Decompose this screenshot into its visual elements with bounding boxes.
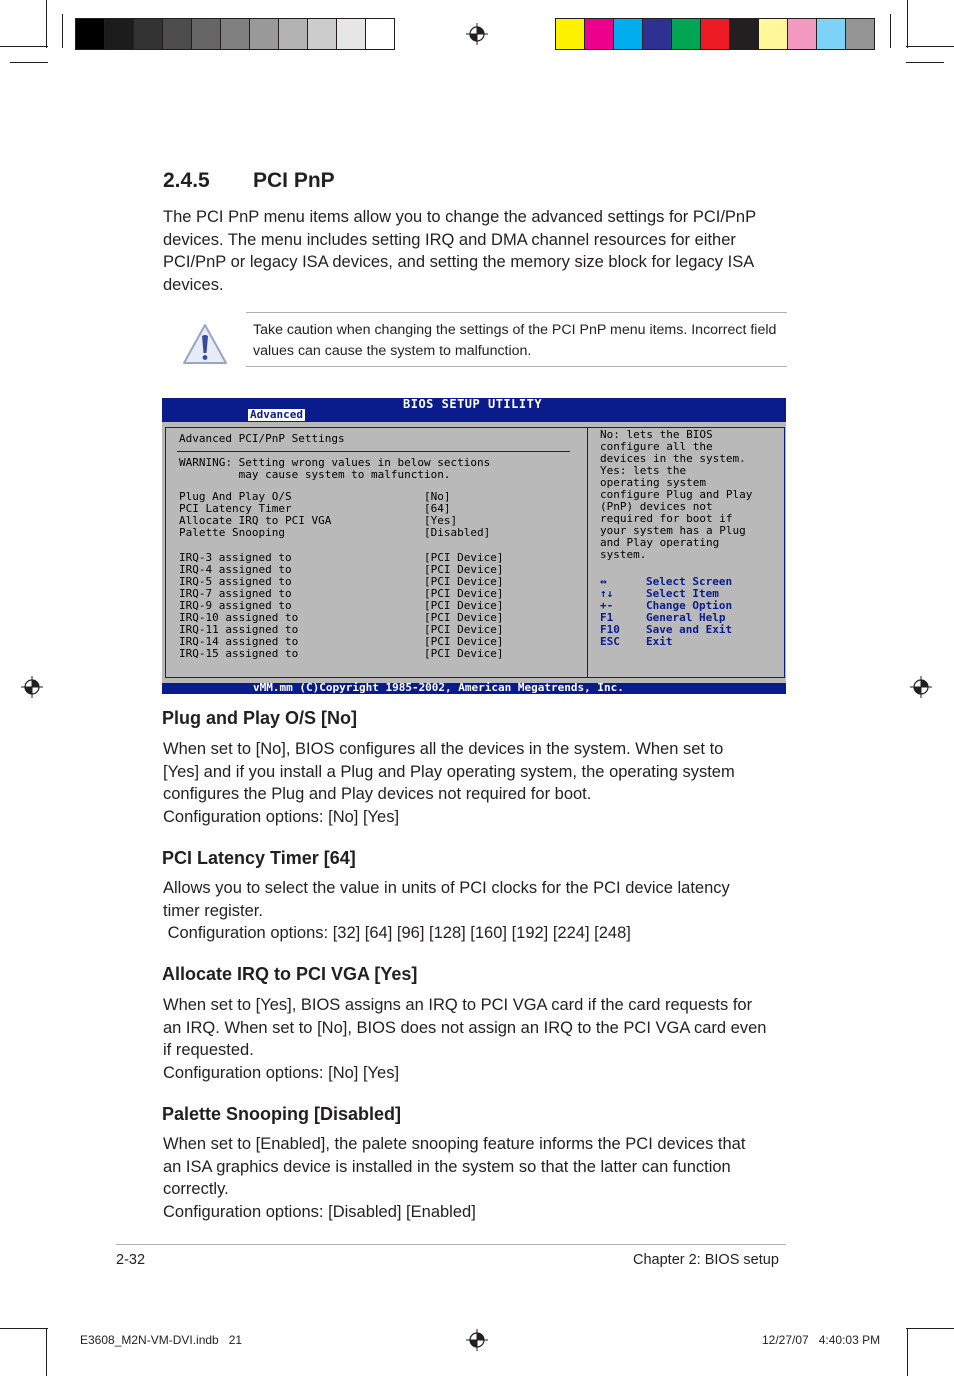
crop-mark: [906, 62, 944, 63]
bios-help-line: system.: [600, 548, 647, 561]
caution-icon: [182, 322, 228, 366]
crop-mark: [907, 1328, 908, 1376]
color-swatch: [817, 19, 846, 49]
bios-warning-line: WARNING: Setting wrong values in below sections: [179, 456, 491, 469]
color-swatch: [76, 19, 105, 49]
item-heading: Palette Snooping [Disabled]: [162, 1104, 402, 1124]
item-line: an IRQ. When set to [No], BIOS does not assign an IRQ to the PCI VGA card even: [163, 1019, 767, 1037]
bios-title: BIOS SETUP UTILITY: [403, 397, 543, 411]
bios-separator: [177, 451, 570, 452]
item-line: When set to [Yes], BIOS assigns an IRQ to PCI VGA card if the card requests for: [163, 996, 753, 1014]
bios-setting-value[interactable]: [Disabled]: [424, 526, 491, 539]
bios-irq-value[interactable]: [PCI Device]: [424, 575, 504, 588]
page-number: 2-32: [116, 1252, 146, 1268]
color-swatch: [279, 19, 308, 49]
bios-key: F10: [600, 623, 620, 636]
bios-irq-value[interactable]: [PCI Device]: [424, 563, 504, 576]
bios-key-action: General Help: [646, 611, 726, 624]
note-bottom-rule: [246, 366, 787, 367]
bios-key-action: Select Item: [646, 587, 719, 600]
color-swatch: [308, 19, 337, 49]
crop-mark: [906, 46, 954, 47]
item-line: an ISA graphics device is installed in the system so that the latter can function: [163, 1158, 731, 1176]
grayscale-color-bar: [75, 18, 395, 50]
bios-help-line: and Play operating: [600, 536, 720, 549]
bios-key-action: Select Screen: [646, 575, 733, 588]
registration-mark-icon: [21, 676, 43, 698]
color-swatch: [759, 19, 788, 49]
crop-mark: [0, 46, 48, 47]
bios-help-line: operating system: [600, 476, 706, 489]
bios-irq-value[interactable]: [PCI Device]: [424, 599, 504, 612]
bios-key: +-: [600, 599, 614, 612]
registration-mark-icon: [466, 23, 488, 45]
bios-help-line: Yes: lets the: [600, 464, 687, 477]
section-number: 2.4.5: [163, 169, 210, 192]
crop-mark: [890, 14, 891, 48]
bios-key-action: Save and Exit: [646, 623, 733, 636]
color-swatch: [788, 19, 817, 49]
bios-irq-label[interactable]: IRQ-5 assigned to: [179, 575, 292, 588]
color-swatch: [730, 19, 759, 49]
color-swatch: [250, 19, 279, 49]
note-top-rule: [246, 312, 787, 313]
chapter-label: Chapter 2: BIOS setup: [633, 1252, 779, 1268]
item-line: Configuration options: [32] [64] [96] [128] [160] [192] [224] [248]: [163, 924, 631, 942]
bios-key-action: Exit: [646, 635, 673, 648]
bios-key: ESC: [600, 635, 620, 648]
color-swatch: [585, 19, 614, 49]
bios-irq-value[interactable]: [PCI Device]: [424, 551, 504, 564]
bios-irq-label[interactable]: IRQ-9 assigned to: [179, 599, 292, 612]
color-swatch: [221, 19, 250, 49]
item-heading: PCI Latency Timer [64]: [162, 848, 356, 868]
color-swatch: [192, 19, 221, 49]
registration-mark-icon: [910, 676, 932, 698]
bios-irq-value[interactable]: [PCI Device]: [424, 647, 504, 660]
item-line: [Yes] and if you install a Plug and Play operating system, the operating system: [163, 763, 735, 781]
color-swatch: [701, 19, 730, 49]
intro-paragraph: The PCI PnP menu items allow you to change the advanced settings for PCI/PnP devices. The menu includes setting IRQ and DMA channel resources for either PCI/PnP or legacy ISA devices, and setting the memory size block for legacy ISA devices.: [163, 208, 756, 294]
bios-irq-value[interactable]: [PCI Device]: [424, 623, 504, 636]
bios-help-line: configure Plug and Play: [600, 488, 753, 501]
item-heading: Allocate IRQ to PCI VGA [Yes]: [162, 964, 418, 984]
bios-tab-advanced[interactable]: Advanced: [250, 408, 303, 421]
bios-irq-label[interactable]: IRQ-14 assigned to: [179, 635, 299, 648]
bios-key: ↑↓: [600, 587, 614, 600]
item-line: Allows you to select the value in units of PCI clocks for the PCI device latency: [163, 879, 730, 897]
bios-footer-bar: [162, 683, 786, 694]
item-line: Configuration options: [No] [Yes]: [163, 1064, 400, 1082]
bios-setting-value[interactable]: [Yes]: [424, 514, 458, 527]
item-line: Configuration options: [Disabled] [Enabled]: [163, 1203, 476, 1221]
bios-divider: [587, 427, 588, 678]
bios-setting-value[interactable]: [No]: [424, 490, 451, 503]
bios-setting-label[interactable]: Plug And Play O/S: [179, 490, 292, 503]
slug-file: E3608_M2N-VM-DVI.indb 21: [80, 1333, 243, 1347]
bios-irq-label[interactable]: IRQ-7 assigned to: [179, 587, 292, 600]
bios-copyright: vMM.mm (C)Copyright 1985-2002, American Megatrends, Inc.: [253, 681, 624, 694]
caution-text: Take caution when changing the settings of the PCI PnP menu items. Incorrect field values can cause the system to malfunction.: [253, 322, 777, 359]
crop-mark: [46, 1328, 47, 1376]
item-line: timer register.: [163, 902, 263, 920]
bios-setting-label[interactable]: Allocate IRQ to PCI VGA: [179, 514, 332, 527]
bios-screenshot: [162, 398, 786, 694]
process-color-bar: [555, 18, 875, 50]
footer-rule: [116, 1244, 786, 1245]
color-swatch: [556, 19, 585, 49]
color-swatch: [643, 19, 672, 49]
bios-key-action: Change Option: [646, 599, 733, 612]
bios-irq-label[interactable]: IRQ-11 assigned to: [179, 623, 299, 636]
crop-mark: [0, 1328, 48, 1329]
crop-mark: [10, 62, 48, 63]
color-swatch: [134, 19, 163, 49]
bios-irq-label[interactable]: IRQ-15 assigned to: [179, 647, 299, 660]
item-line: configures the Plug and Play devices not required for boot.: [163, 785, 592, 803]
color-swatch: [366, 19, 394, 49]
color-swatch: [163, 19, 192, 49]
bios-help-line: your system has a Plug: [600, 524, 746, 537]
color-swatch: [672, 19, 701, 49]
item-heading: Plug and Play O/S [No]: [162, 708, 358, 728]
bios-help-line: No: lets the BIOS: [600, 428, 713, 441]
crop-mark: [46, 0, 47, 48]
registration-mark-icon: [466, 1329, 488, 1351]
bios-key: ↔: [600, 575, 607, 588]
bios-heading: Advanced PCI/PnP Settings: [179, 432, 345, 445]
color-swatch: [105, 19, 134, 49]
bios-help-line: required for boot if: [600, 512, 733, 525]
bios-irq-label[interactable]: IRQ-3 assigned to: [179, 551, 292, 564]
item-line: When set to [No], BIOS configures all the devices in the system. When set to: [163, 740, 724, 758]
bios-irq-label[interactable]: IRQ-10 assigned to: [179, 611, 299, 624]
bios-irq-value[interactable]: [PCI Device]: [424, 635, 504, 648]
bios-irq-value[interactable]: [PCI Device]: [424, 587, 504, 600]
item-line: if requested.: [163, 1041, 254, 1059]
bios-help-line: devices in the system.: [600, 452, 746, 465]
color-swatch: [614, 19, 643, 49]
section-name: PCI PnP: [253, 169, 335, 192]
bios-irq-label[interactable]: IRQ-4 assigned to: [179, 563, 292, 576]
bios-help-line: (PnP) devices not: [600, 500, 713, 513]
item-line: Configuration options: [No] [Yes]: [163, 808, 400, 826]
bios-setting-label[interactable]: PCI Latency Timer: [179, 502, 292, 515]
bios-setting-label[interactable]: Palette Snooping: [179, 526, 285, 539]
item-line: When set to [Enabled], the palete snooping feature informs the PCI devices that: [163, 1135, 746, 1153]
crop-mark: [62, 14, 63, 48]
bios-title-bar: [162, 398, 786, 422]
bios-help-line: configure all the: [600, 440, 713, 453]
item-line: correctly.: [163, 1180, 229, 1198]
color-swatch: [337, 19, 366, 49]
crop-mark: [907, 0, 908, 48]
bios-warning-line: may cause system to malfunction.: [179, 468, 451, 481]
bios-setting-value[interactable]: [64]: [424, 502, 451, 515]
slug-timestamp: 12/27/07 4:40:03 PM: [762, 1333, 881, 1347]
crop-mark: [906, 1328, 954, 1329]
bios-irq-value[interactable]: [PCI Device]: [424, 611, 504, 624]
section-title: [163, 169, 335, 193]
bios-key: F1: [600, 611, 614, 624]
color-swatch: [846, 19, 874, 49]
